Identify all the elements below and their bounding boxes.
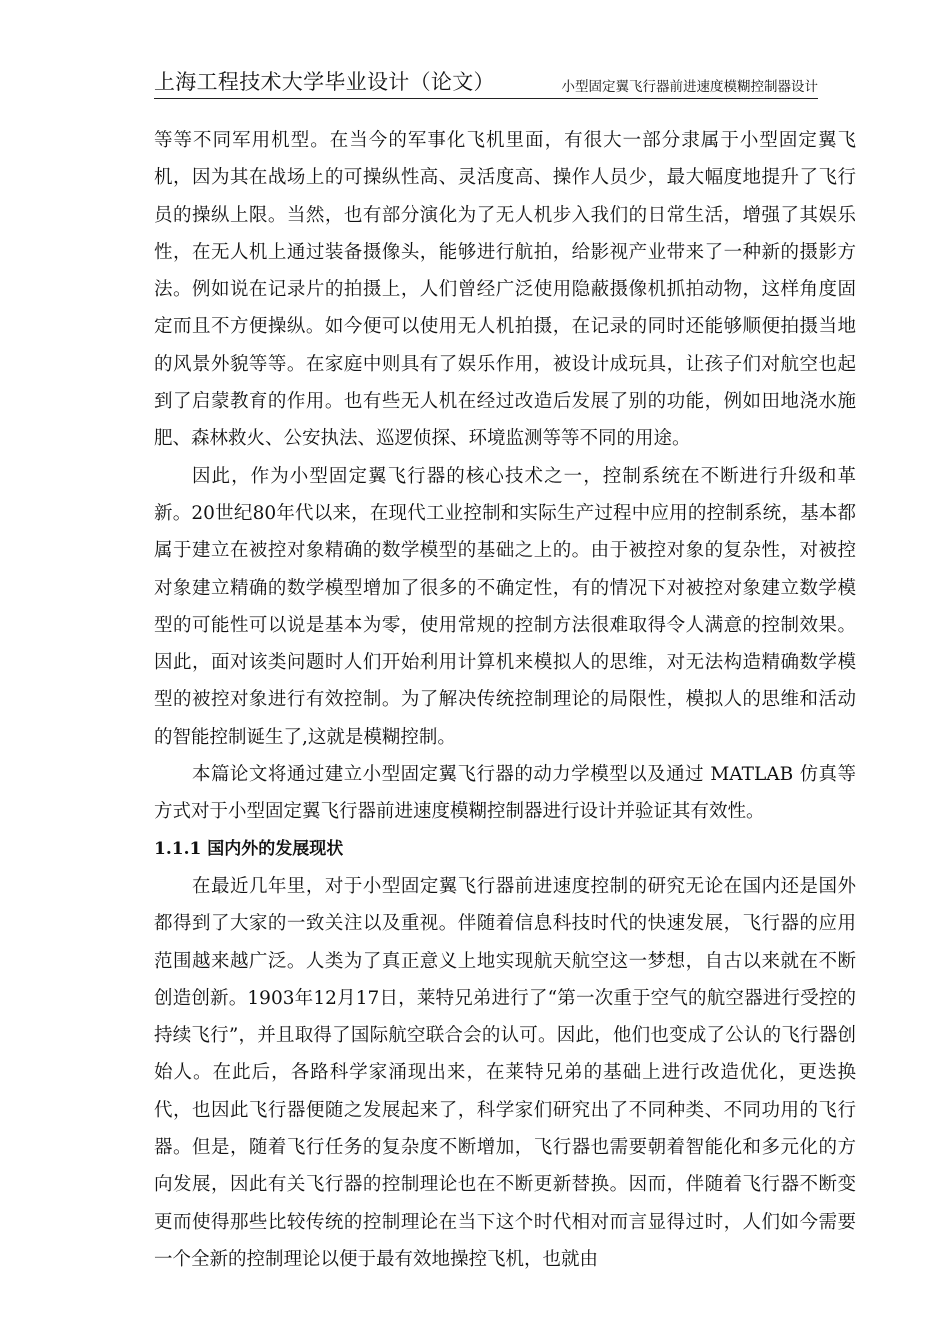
header-thesis-title: 小型固定翼飞行器前进速度模糊控制器设计 bbox=[561, 79, 818, 95]
section-heading: 1.1.1 国内外的发展现状 bbox=[154, 838, 344, 859]
paragraph-development-status: 在最近几年里，对于小型固定翼飞行器前进速度控制的研究无论在国内还是国外都得到了大家的一致关注以及重视。伴随着信息科技时代的快速发展，飞行器的应用范围越来越广泛。人类为了真正意义上地实现航天航空这一梦想，自古以来就在不断创造创新。1903年12月17日，莱特兄弟进行了“第一次重于空气的航空器进行受控的持续飞行”，并且取得了国际航空联合会的认可。因此，他们也变成了公认的飞行器创始人。在此后，各路科学家涌现出来，在莱特兄弟的基础上进行改造优化，更迭换代，也因此飞行器便随之发展起来了，科学家们研究出了不同种类、不同功用的飞行器。但是，随着飞行任务的复杂度不断增加，飞行器也需要朝着智能化和多元化的方向发展，因此有关飞行器的控制理论也在不断更新替换。因而，伴随着飞行器不断变更而使得那些比较传统的控制理论在当下这个时代相对而言显得过时，人们如今需要一个全新的控制理论以便于最有效地操控飞机，也就由 bbox=[154, 875, 856, 1270]
paragraph-thesis-scope: 本篇论文将通过建立小型固定翼飞行器的动力学模型以及通过 MATLAB 仿真等方式对于小型固定翼飞行器前进速度模糊控制器进行设计并验证其有效性。 bbox=[154, 764, 856, 823]
body-text bbox=[154, 122, 856, 1278]
paragraph-continued: 等等不同军用机型。在当今的军事化飞机里面，有很大一部分隶属于小型固定翼飞机，因为其在战场上的可操纵性高、灵活度高、操作人员少，最大幅度地提升了飞行员的操纵上限。当然，也有部分演化为了无人机步入我们的日常生活，增强了其娱乐性，在无人机上通过装备摄像头，能够进行航拍，给影视产业带来了一种新的摄影方法。例如说在记录片的拍摄上，人们曾经广泛使用隐蔽摄像机抓拍动物，这样角度固定而且不方便操纵。如今便可以使用无人机拍摄，在记录的同时还能够顺便拍摄当地的风景外貌等等。在家庭中则具有了娱乐作用，被设计成玩具，让孩子们对航空也起到了启蒙教育的作用。也有些无人机在经过改造后发展了别的功能，例如田地浇水施肥、森林救火、公安执法、巡逻侦探、环境监测等等不同的用途。 bbox=[154, 130, 856, 450]
page-header bbox=[154, 70, 818, 99]
header-university-title: 上海工程技术大学毕业设计（论文） bbox=[154, 70, 495, 94]
paragraph-control-systems: 因此，作为小型固定翼飞行器的核心技术之一，控制系统在不断进行升级和革新。20世纪80年代以来，在现代工业控制和实际生产过程中应用的控制系统，基本都属于建立在被控对象精确的数学模型的基础之上的。由于被控对象的复杂性，对被控对象建立精确的数学模型增加了很多的不确定性，有的情况下对被控对象建立数学模型的可能性可以说是基本为零，使用常规的控制方法很难取得令人满意的控制效果。因此，面对该类问题时人们开始利用计算机来模拟人的思维，对无法构造精确数学模型的被控对象进行有效控制。为了解决传统控制理论的局限性，模拟人的思维和活动的智能控制诞生了,这就是模糊控制。 bbox=[154, 465, 856, 748]
